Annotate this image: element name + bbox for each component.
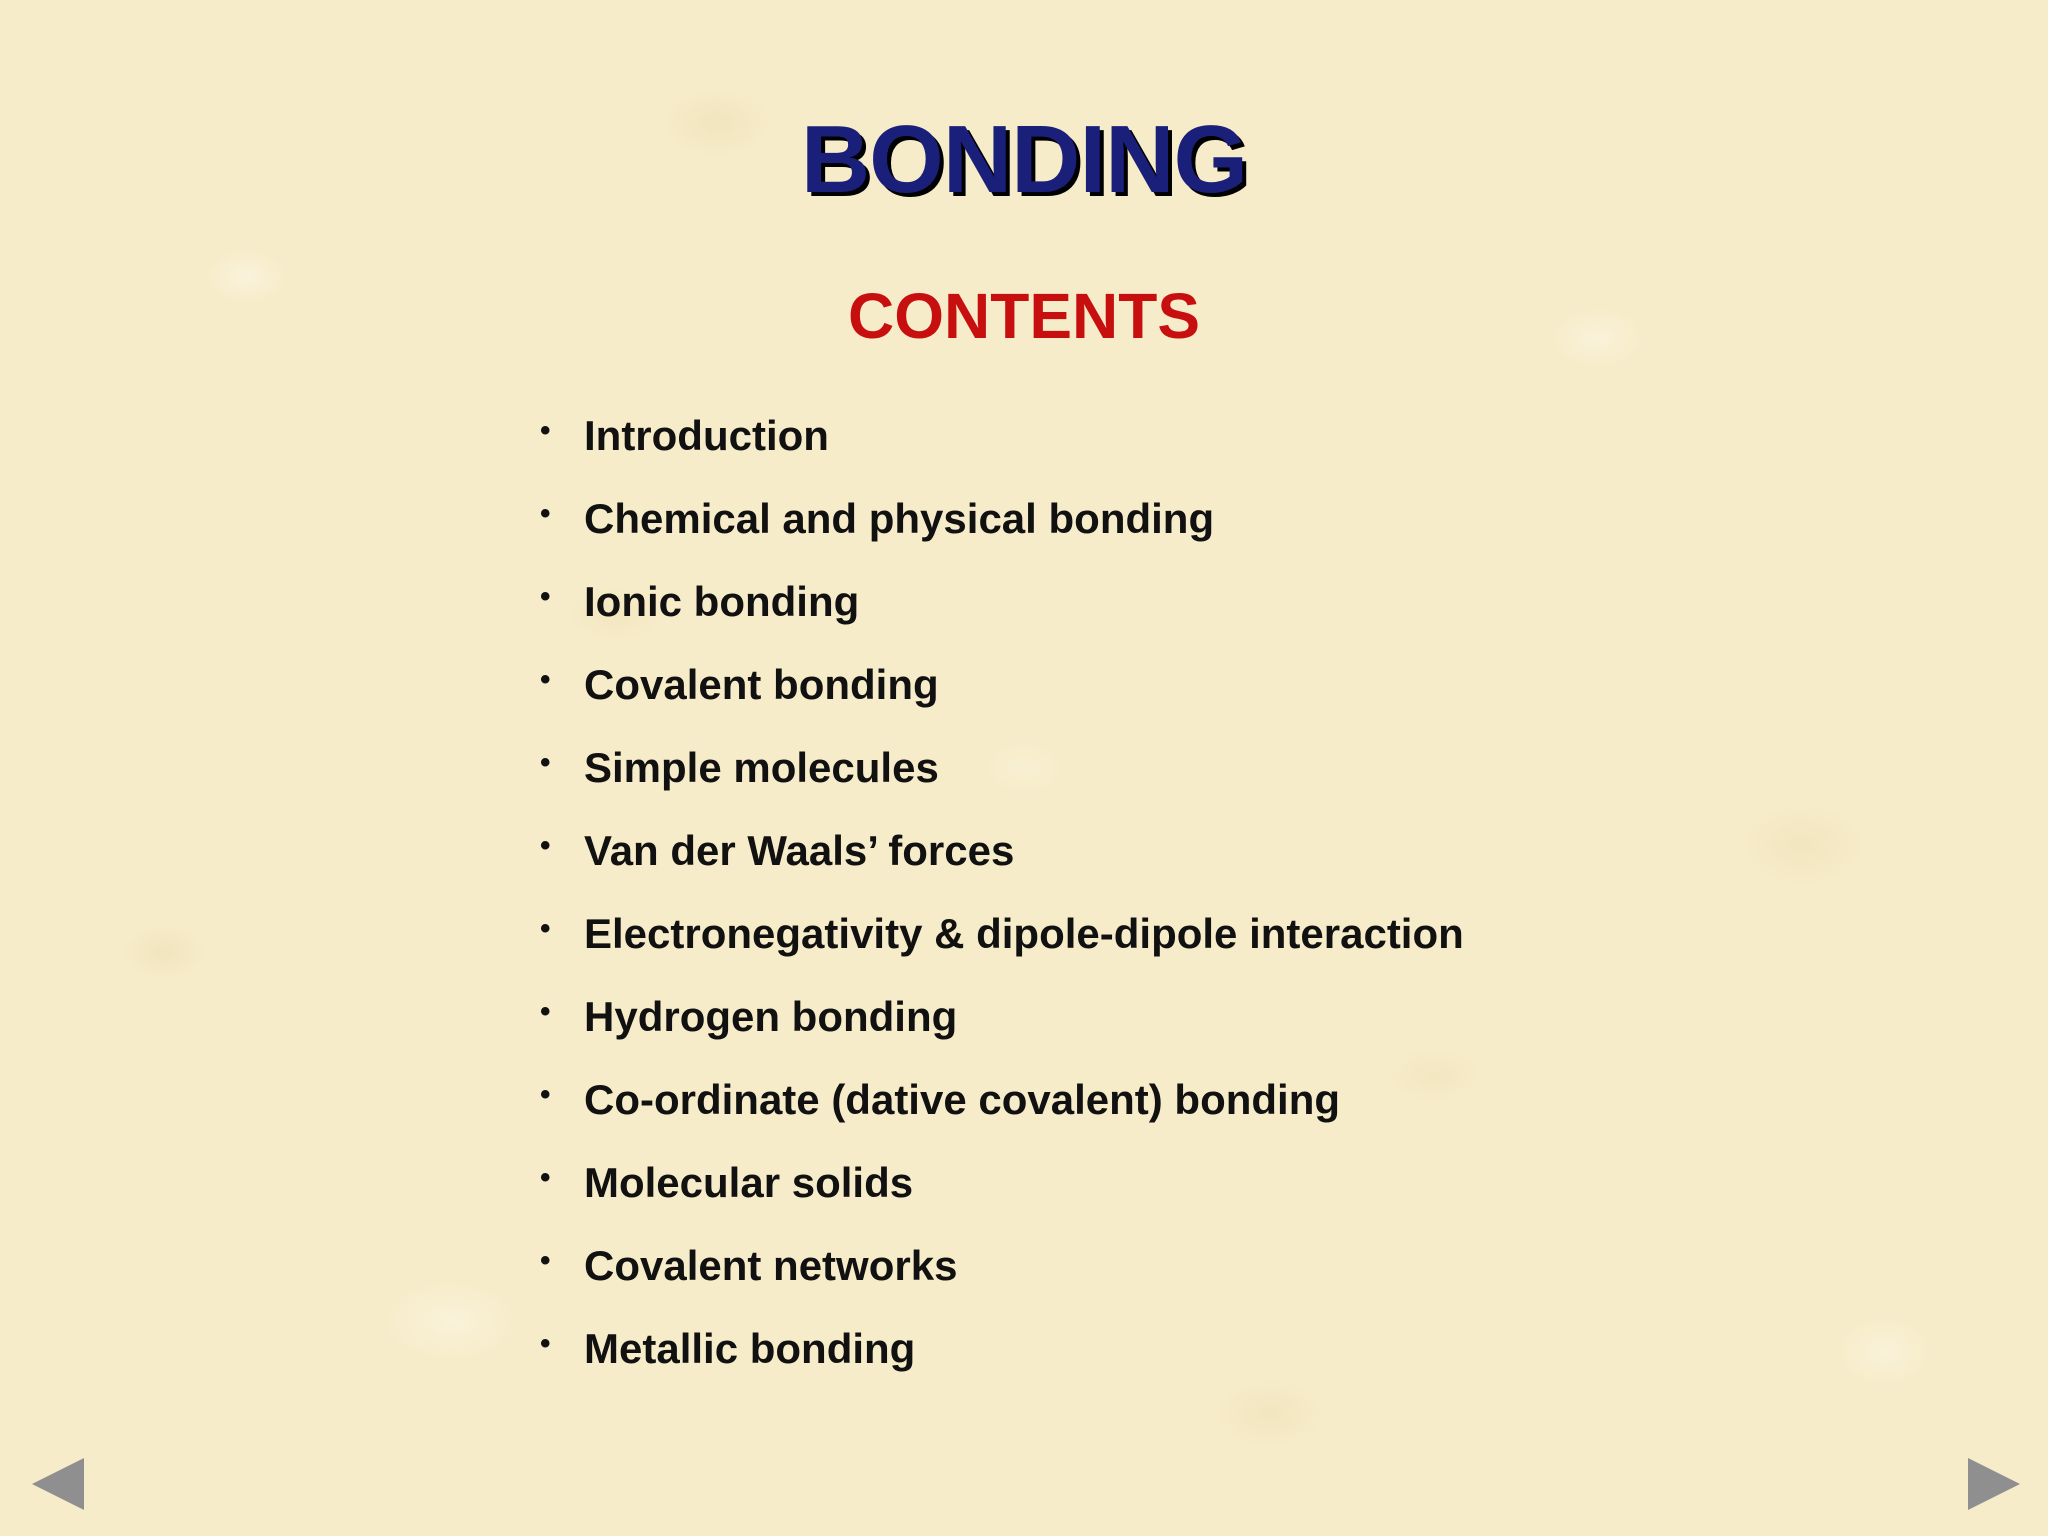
list-item-label: Simple molecules — [584, 744, 939, 791]
list-item-label: Molecular solids — [584, 1159, 914, 1206]
list-item-label: Chemical and physical bonding — [584, 495, 1215, 542]
list-item-label: Covalent networks — [584, 1242, 958, 1289]
list-item-label: Hydrogen bonding — [584, 993, 958, 1040]
list-item[interactable] — [540, 489, 1464, 572]
list-item[interactable] — [540, 904, 1464, 987]
bullet: • — [540, 1327, 551, 1360]
bullet: • — [540, 829, 551, 862]
list-item[interactable] — [540, 1153, 1464, 1236]
contents-list — [540, 406, 1464, 1402]
list-item[interactable] — [540, 1070, 1464, 1153]
slide-title: BONDING — [800, 106, 1248, 213]
bullet: • — [540, 912, 551, 945]
bullet: • — [540, 497, 551, 530]
list-item-label: Covalent bonding — [584, 661, 939, 708]
list-item[interactable] — [540, 1236, 1464, 1319]
list-item-label: Introduction — [584, 412, 829, 459]
list-item-label: Metallic bonding — [584, 1325, 916, 1372]
bullet: • — [540, 1244, 551, 1277]
bullet: • — [540, 663, 551, 696]
list-item[interactable] — [540, 821, 1464, 904]
bullet: • — [540, 414, 551, 447]
list-item[interactable] — [540, 1319, 1464, 1402]
bullet: • — [540, 746, 551, 779]
list-item-label: Electronegativity & dipole-dipole interaction — [584, 910, 1464, 957]
list-item[interactable] — [540, 572, 1464, 655]
list-item-label: Ionic bonding — [584, 578, 860, 625]
list-item[interactable] — [540, 738, 1464, 821]
list-item-label: Co-ordinate (dative covalent) bonding — [584, 1076, 1341, 1123]
bullet: • — [540, 995, 551, 1028]
right-triangle-arrow-icon[interactable] — [1968, 1458, 2020, 1510]
list-item[interactable] — [540, 655, 1464, 738]
list-item-label: Van der Waals’ forces — [584, 827, 1015, 874]
bullet: • — [540, 1078, 551, 1111]
left-triangle-arrow-icon[interactable] — [32, 1458, 84, 1510]
bullet: • — [540, 580, 551, 613]
slide-subtitle: CONTENTS — [848, 280, 1200, 352]
list-item[interactable] — [540, 406, 1464, 489]
bullet: • — [540, 1161, 551, 1194]
list-item[interactable] — [540, 987, 1464, 1070]
